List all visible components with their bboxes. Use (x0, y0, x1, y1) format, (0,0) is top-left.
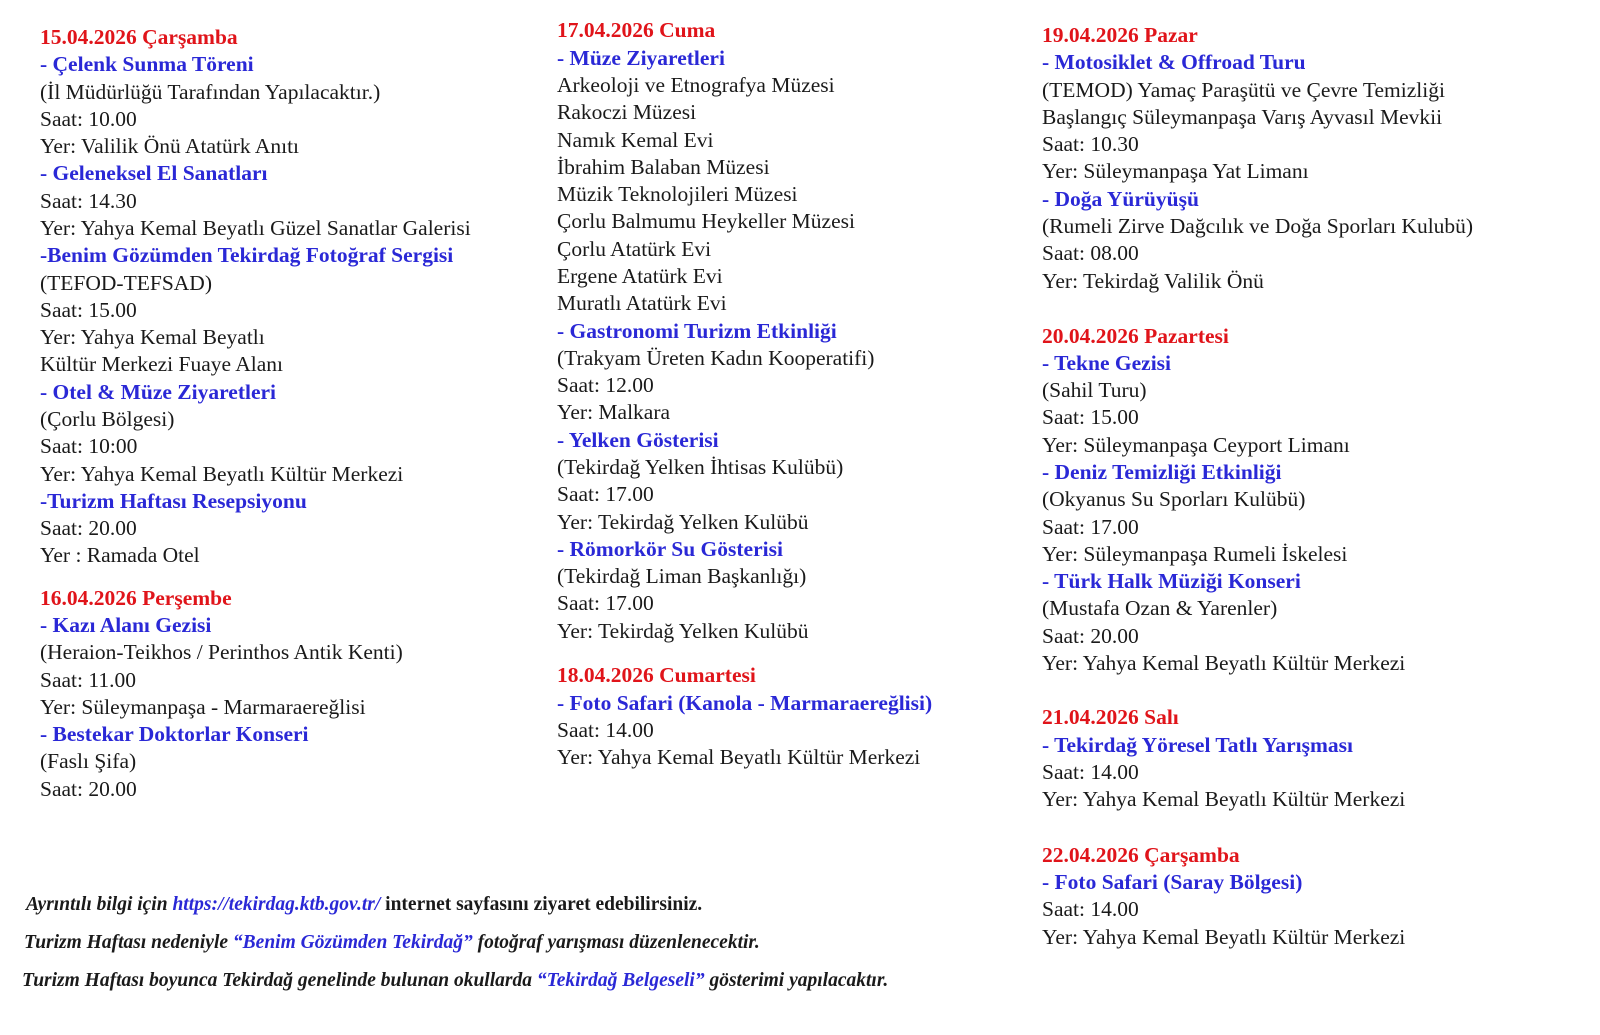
event-location: Yer: Tekirdağ Valilik Önü (1042, 269, 1264, 293)
event-title: - Foto Safari (Kanola - Marmaraereğlisi) (557, 691, 933, 715)
event-location: Yer: Yahya Kemal Beyatlı Kültür Merkezi (1042, 925, 1406, 949)
event-time: Saat: 14.00 (1042, 897, 1139, 921)
event-detail: (Tekirdağ Liman Başkanlığı) (557, 564, 807, 588)
date-heading: 20.04.2026 Pazartesi (1042, 324, 1229, 348)
info-note-suffix: internet sayfasını ziyaret edebilirsiniz. (380, 894, 703, 915)
event-detail: (TEMOD) Yamaç Paraşütü ve Çevre Temizliği (1042, 78, 1445, 102)
event-time: Saat: 08.00 (1042, 241, 1139, 265)
event-location: Yer: Yahya Kemal Beyatlı Kültür Merkezi (1042, 787, 1406, 811)
event-location: Yer: Valilik Önü Atatürk Anıtı (40, 134, 300, 158)
museum-item: Muratlı Atatürk Evi (557, 291, 727, 315)
event-location: Yer: Yahya Kemal Beyatlı Kültür Merkezi (557, 745, 921, 769)
date-heading: 17.04.2026 Cuma (557, 18, 716, 42)
date-heading: 22.04.2026 Çarşamba (1042, 843, 1240, 867)
event-title: - Foto Safari (Saray Bölgesi) (1042, 870, 1303, 894)
documentary-name: “Tekirdağ Belgeseli” (536, 970, 705, 991)
date-heading: 16.04.2026 Perşembe (40, 586, 232, 610)
event-location: Yer: Yahya Kemal Beyatlı Kültür Merkezi (40, 462, 404, 486)
date-heading: 21.04.2026 Salı (1042, 705, 1179, 729)
museum-item: Çorlu Balmumu Heykeller Müzesi (557, 209, 855, 233)
event-detail: (Faslı Şifa) (40, 749, 137, 773)
event-title: - Yelken Gösterisi (557, 428, 719, 452)
event-title: - Tekne Gezisi (1042, 351, 1172, 375)
event-location: Yer: Malkara (557, 400, 671, 424)
contest-note-suffix: fotoğraf yarışması düzenlenecektir. (472, 932, 760, 953)
event-detail: (Sahil Turu) (1042, 378, 1147, 402)
event-title: - Müze Ziyaretleri (557, 46, 725, 70)
event-time: Saat: 11.00 (40, 668, 136, 692)
museum-item: Müzik Teknolojileri Müzesi (557, 182, 798, 206)
event-detail: (Çorlu Bölgesi) (40, 407, 175, 431)
event-time: Saat: 15.00 (1042, 405, 1139, 429)
event-time: Saat: 15.00 (40, 298, 137, 322)
documentary-note (22, 968, 888, 994)
event-title: - Türk Halk Müziği Konseri (1042, 569, 1301, 593)
event-location: Kültür Merkezi Fuaye Alanı (40, 352, 284, 376)
event-detail: (Okyanus Su Sporları Kulübü) (1042, 487, 1306, 511)
event-title: - Doğa Yürüyüşü (1042, 187, 1199, 211)
event-time: Saat: 10.00 (40, 107, 137, 131)
event-detail: (Rumeli Zirve Dağcılık ve Doğa Sporları Kulubü) (1042, 214, 1474, 238)
museum-item: İbrahim Balaban Müzesi (557, 155, 770, 179)
event-title: -Benim Gözümden Tekirdağ Fotoğraf Sergisi (40, 243, 454, 267)
event-location: Yer: Süleymanpaşa Ceyport Limanı (1042, 433, 1350, 457)
event-location: Yer : Ramada Otel (40, 543, 200, 567)
event-location: Yer: Yahya Kemal Beyatlı Kültür Merkezi (1042, 651, 1406, 675)
event-title: - Otel & Müze Ziyaretleri (40, 380, 277, 404)
event-time: Saat: 20.00 (40, 777, 137, 801)
event-time: Saat: 14.00 (1042, 760, 1139, 784)
documentary-note-suffix: gösterimi yapılacaktır. (704, 970, 889, 991)
event-location: Yer: Süleymanpaşa Yat Limanı (1042, 159, 1309, 183)
event-detail: (Tekirdağ Yelken İhtisas Kulübü) (557, 455, 844, 479)
event-location: Yer: Süleymanpaşa Rumeli İskelesi (1042, 542, 1348, 566)
info-note-prefix: Ayrıntılı bilgi için (26, 894, 173, 915)
event-time: Saat: 17.00 (557, 482, 654, 506)
website-link[interactable]: https://tekirdag.ktb.gov.tr/ (172, 894, 381, 915)
event-location: Yer: Süleymanpaşa - Marmaraereğlisi (40, 695, 366, 719)
event-title: -Turizm Haftası Resepsiyonu (40, 489, 307, 513)
event-time: Saat: 17.00 (557, 591, 654, 615)
event-location: Yer: Yahya Kemal Beyatlı Güzel Sanatlar Galerisi (40, 216, 471, 240)
event-location: Yer: Yahya Kemal Beyatlı (40, 325, 265, 349)
museum-item: Rakoczi Müzesi (557, 100, 697, 124)
event-detail: (Trakyam Üreten Kadın Kooperatifi) (557, 346, 875, 370)
museum-item: Çorlu Atatürk Evi (557, 237, 712, 261)
event-location: Yer: Tekirdağ Yelken Kulübü (557, 619, 809, 643)
date-heading: 19.04.2026 Pazar (1042, 23, 1198, 47)
date-heading: 18.04.2026 Cumartesi (557, 663, 756, 687)
event-detail: (İl Müdürlüğü Tarafından Yapılacaktır.) (40, 80, 381, 104)
museum-item: Arkeoloji ve Etnografya Müzesi (557, 73, 835, 97)
event-title: - Gastronomi Turizm Etkinliği (557, 319, 837, 343)
contest-note-prefix: Turizm Haftası nedeniyle (24, 932, 233, 953)
event-time: Saat: 10.30 (1042, 132, 1139, 156)
event-detail: (Mustafa Ozan & Yarenler) (1042, 596, 1278, 620)
event-detail: (Heraion-Teikhos / Perinthos Antik Kenti) (40, 640, 403, 664)
event-title: - Geleneksel El Sanatları (40, 161, 268, 185)
event-time: Saat: 14.00 (557, 718, 654, 742)
info-note (26, 892, 702, 918)
event-location: Yer: Tekirdağ Yelken Kulübü (557, 510, 809, 534)
event-time: Saat: 12.00 (557, 373, 654, 397)
event-time: Saat: 17.00 (1042, 515, 1139, 539)
contest-note (24, 930, 760, 956)
event-title: - Çelenk Sunma Töreni (40, 52, 254, 76)
event-title: - Römorkör Su Gösterisi (557, 537, 783, 561)
event-title: - Deniz Temizliği Etkinliği (1042, 460, 1282, 484)
event-title: - Tekirdağ Yöresel Tatlı Yarışması (1042, 733, 1353, 757)
event-title: - Motosiklet & Offroad Turu (1042, 50, 1306, 74)
event-time: Saat: 20.00 (40, 516, 137, 540)
event-title: - Kazı Alanı Gezisi (40, 613, 212, 637)
event-detail: Başlangıç Süleymanpaşa Varış Ayvasıl Mevkii (1042, 105, 1443, 129)
event-time: Saat: 20.00 (1042, 624, 1139, 648)
documentary-note-prefix: Turizm Haftası boyunca Tekirdağ genelinde bulunan okullarda (22, 970, 537, 991)
museum-item: Namık Kemal Evi (557, 128, 714, 152)
event-time: Saat: 10:00 (40, 434, 138, 458)
museum-item: Ergene Atatürk Evi (557, 264, 723, 288)
event-title: - Bestekar Doktorlar Konseri (40, 722, 309, 746)
event-time: Saat: 14.30 (40, 189, 137, 213)
date-heading: 15.04.2026 Çarşamba (40, 25, 238, 49)
contest-name: “Benim Gözümden Tekirdağ” (232, 932, 473, 953)
event-detail: (TEFOD-TEFSAD) (40, 271, 212, 295)
